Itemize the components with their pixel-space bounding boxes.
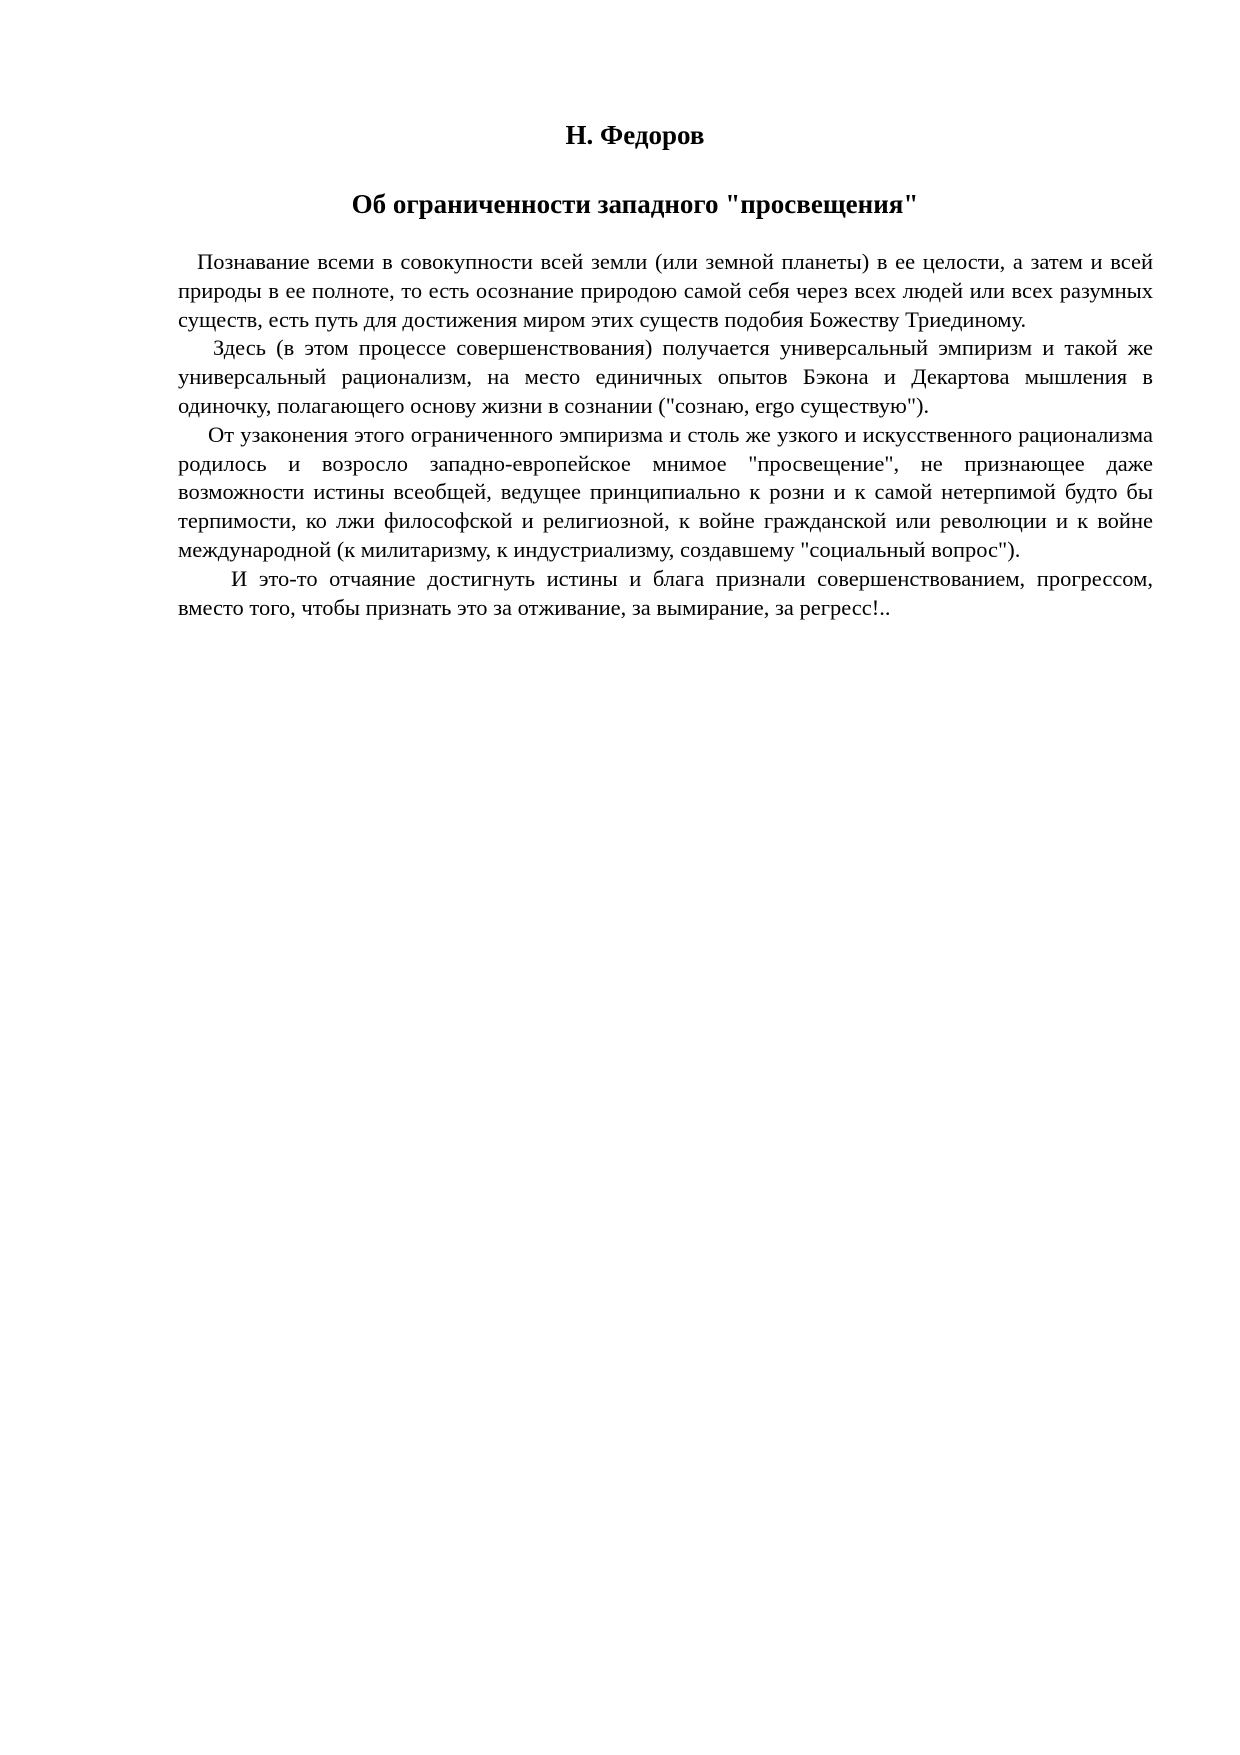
paragraph: И это-то отчаяние достигнуть истины и блага признали совершенствованием, прогрессом, вместо того, чтобы признать это за отживание, за вымирание, за регресс!.. <box>178 565 1153 620</box>
article-body <box>178 248 1153 622</box>
paragraph: Здесь (в этом процессе совершенствования) получается универсальный эмпиризм и такой же универсальный рационализм, на место единичных опытов Бэкона и Декартова мышления в одиночку, полагающего основу жизни в сознании ("сознаю, ergo существую"). <box>178 335 1153 418</box>
author-heading: Н. Федоров <box>565 120 705 150</box>
paragraph: Познавание всеми в совокупности всей земли (или земной планеты) в ее целости, а затем и всей природы в ее полноте, то есть осознание природою самой себя через всех людей или всех разумных существ, есть путь для достижения миром этих существ подобия Божеству Триединому. <box>178 249 1153 332</box>
paragraph: От узаконения этого ограниченного эмпиризма и столь же узкого и искусственного рационализма родилось и возросло западно-европейское мнимое "просвещение", не признающее даже возможности истины всеобщей, ведущее принципиально к розни и к самой нетерпимой будто бы терпимости, ко лжи философской и религиозной, к войне гражданской или революции и к войне международной (к милитаризму, к индустриализму, создавшему "социальный вопрос"). <box>178 421 1153 562</box>
article-title: Об ограниченности западного "просвещения" <box>351 189 919 219</box>
